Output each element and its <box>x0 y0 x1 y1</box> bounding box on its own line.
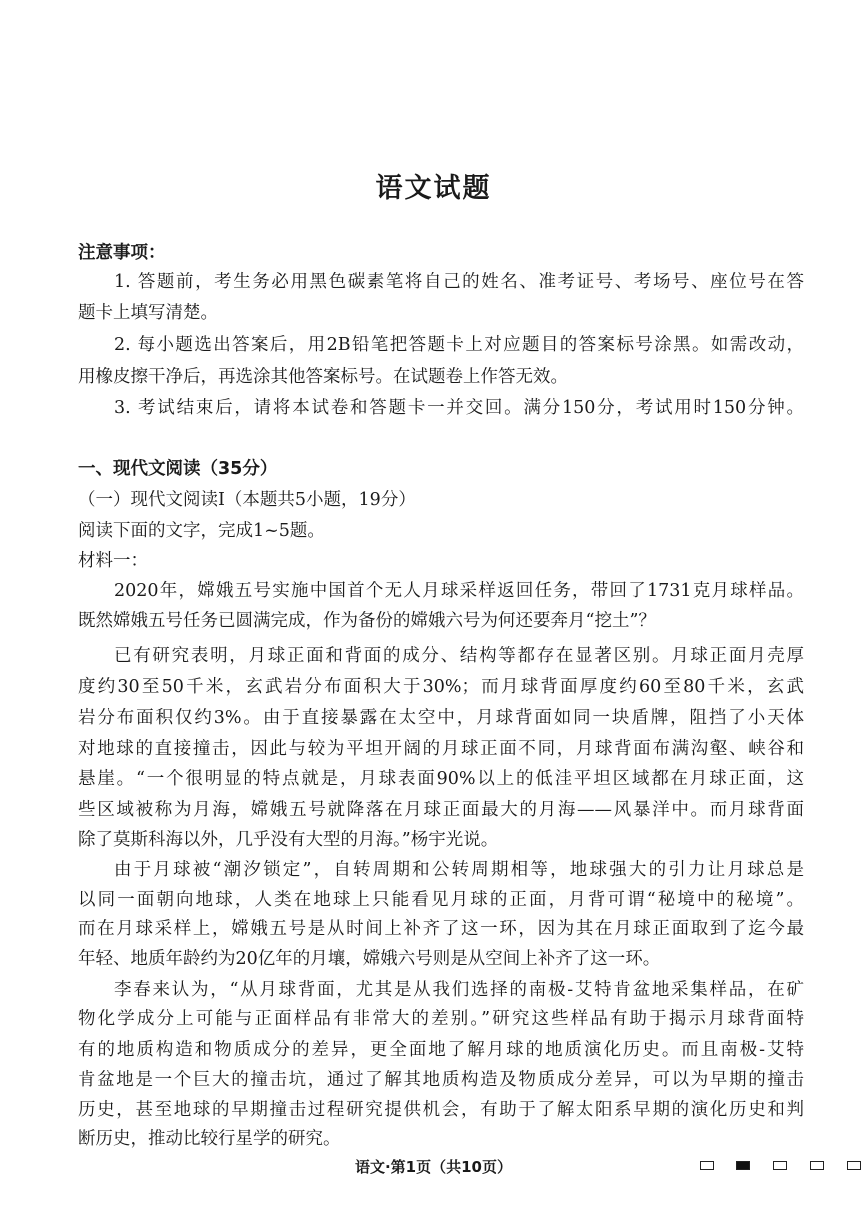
passage-line: 岩分布面积仅约3%。由于直接暴露在太空中，月球背面如同一块盾牌，阻挡了小天体 <box>78 708 804 728</box>
passage-line: 有的地质构造和物质成分的差异，更全面地了解月球的地质演化历史。而且南极-艾特 <box>78 1040 804 1060</box>
passage-line: 由于月球被“潮汐锁定”，自转周期和公转周期相等，地球强大的引力让月球总是 <box>114 860 804 880</box>
instruction-text: 阅读下面的文字，完成1~5题。 <box>78 521 325 541</box>
passage-line: 2020年，嫦娥五号实施中国首个无人月球采样返回任务，带回了1731克月球样品。 <box>114 581 804 601</box>
passage-line: 李春来认为，“从月球背面，尤其是从我们选择的南极-艾特肯盆地采集样品，在矿 <box>114 980 804 1000</box>
material-label: 材料一： <box>78 551 148 571</box>
marker-square-filled-icon <box>736 1161 750 1170</box>
marker-square-icon <box>847 1161 861 1170</box>
passage-line: 肯盆地是一个巨大的撞击坑，通过了解其地质构造及物质成分差异，可以为早期的撞击 <box>78 1070 804 1090</box>
passage-line: 些区域被称为月海，嫦娥五号就降落在月球正面最大的月海——风暴洋中。而月球背面 <box>78 800 804 820</box>
passage-line: 度约30至50千米，玄武岩分布面积大于30%；而月球背面厚度约60至80千米，玄武 <box>78 677 804 697</box>
passage-line: 物化学成分上可能与正面样品有非常大的差别。”研究这些样品有助于揭示月球背面特 <box>78 1009 804 1029</box>
marker-square-icon <box>700 1161 714 1170</box>
notice-item-1-line-2: 题卡上填写清楚。 <box>78 303 218 323</box>
passage-line: 年轻、地质年龄约为20亿年的月壤，嫦娥六号则是从空间上补齐了这一环。 <box>78 949 661 969</box>
subsection-heading: （一）现代文阅读Ⅰ（本题共5小题，19分） <box>78 490 416 510</box>
passage-line: 对地球的直接撞击，因此与较为平坦开阔的月球正面不同，月球背面布满沟壑、峡谷和 <box>78 739 804 759</box>
notice-item-2-line-2: 用橡皮擦干净后，再选涂其他答案标号。在试题卷上作答无效。 <box>78 367 568 387</box>
passage-line: 历史，甚至地球的早期撞击过程研究提供机会，有助于了解太阳系早期的演化历史和判 <box>78 1100 804 1120</box>
marker-square-icon <box>810 1161 824 1170</box>
notice-item-3-line-1: 3. 考试结束后，请将本试卷和答题卡一并交回。满分150分，考试用时150分钟。 <box>114 398 804 418</box>
passage-line: 既然嫦娥五号任务已圆满完成，作为备份的嫦娥六号为何还要奔月“挖土”？ <box>78 611 656 631</box>
page-footer: 语文·第1页（共10页） <box>354 1158 512 1176</box>
notice-item-1-line-1: 1. 答题前，考生务必用黑色碳素笔将自己的姓名、准考证号、考场号、座位号在答 <box>114 272 804 292</box>
notice-heading: 注意事项： <box>78 243 166 263</box>
page-title: 语文试题 <box>375 173 492 204</box>
passage-line: 而在月球采样上，嫦娥五号是从时间上补齐了这一环，因为其在月球正面取到了迄今最 <box>78 919 804 939</box>
section-heading: 一、现代文阅读（35分） <box>78 459 278 479</box>
passage-line: 除了莫斯科海以外，几乎没有大型的月海。”杨宇光说。 <box>78 830 499 850</box>
marker-square-icon <box>773 1161 787 1170</box>
passage-line: 已有研究表明，月球正面和背面的成分、结构等都存在显著区别。月球正面月壳厚 <box>114 646 804 666</box>
passage-line: 以同一面朝向地球，人类在地球上只能看见月球的正面，月背可谓“秘境中的秘境”。 <box>78 890 804 910</box>
notice-item-2-line-1: 2. 每小题选出答案后，用2B铅笔把答题卡上对应题目的答案标号涂黑。如需改动， <box>114 335 804 355</box>
passage-line: 断历史，推动比较行星学的研究。 <box>78 1129 341 1149</box>
passage-line: 悬崖。“一个很明显的特点就是，月球表面90%以上的低洼平坦区域都在月球正面，这 <box>78 769 804 789</box>
